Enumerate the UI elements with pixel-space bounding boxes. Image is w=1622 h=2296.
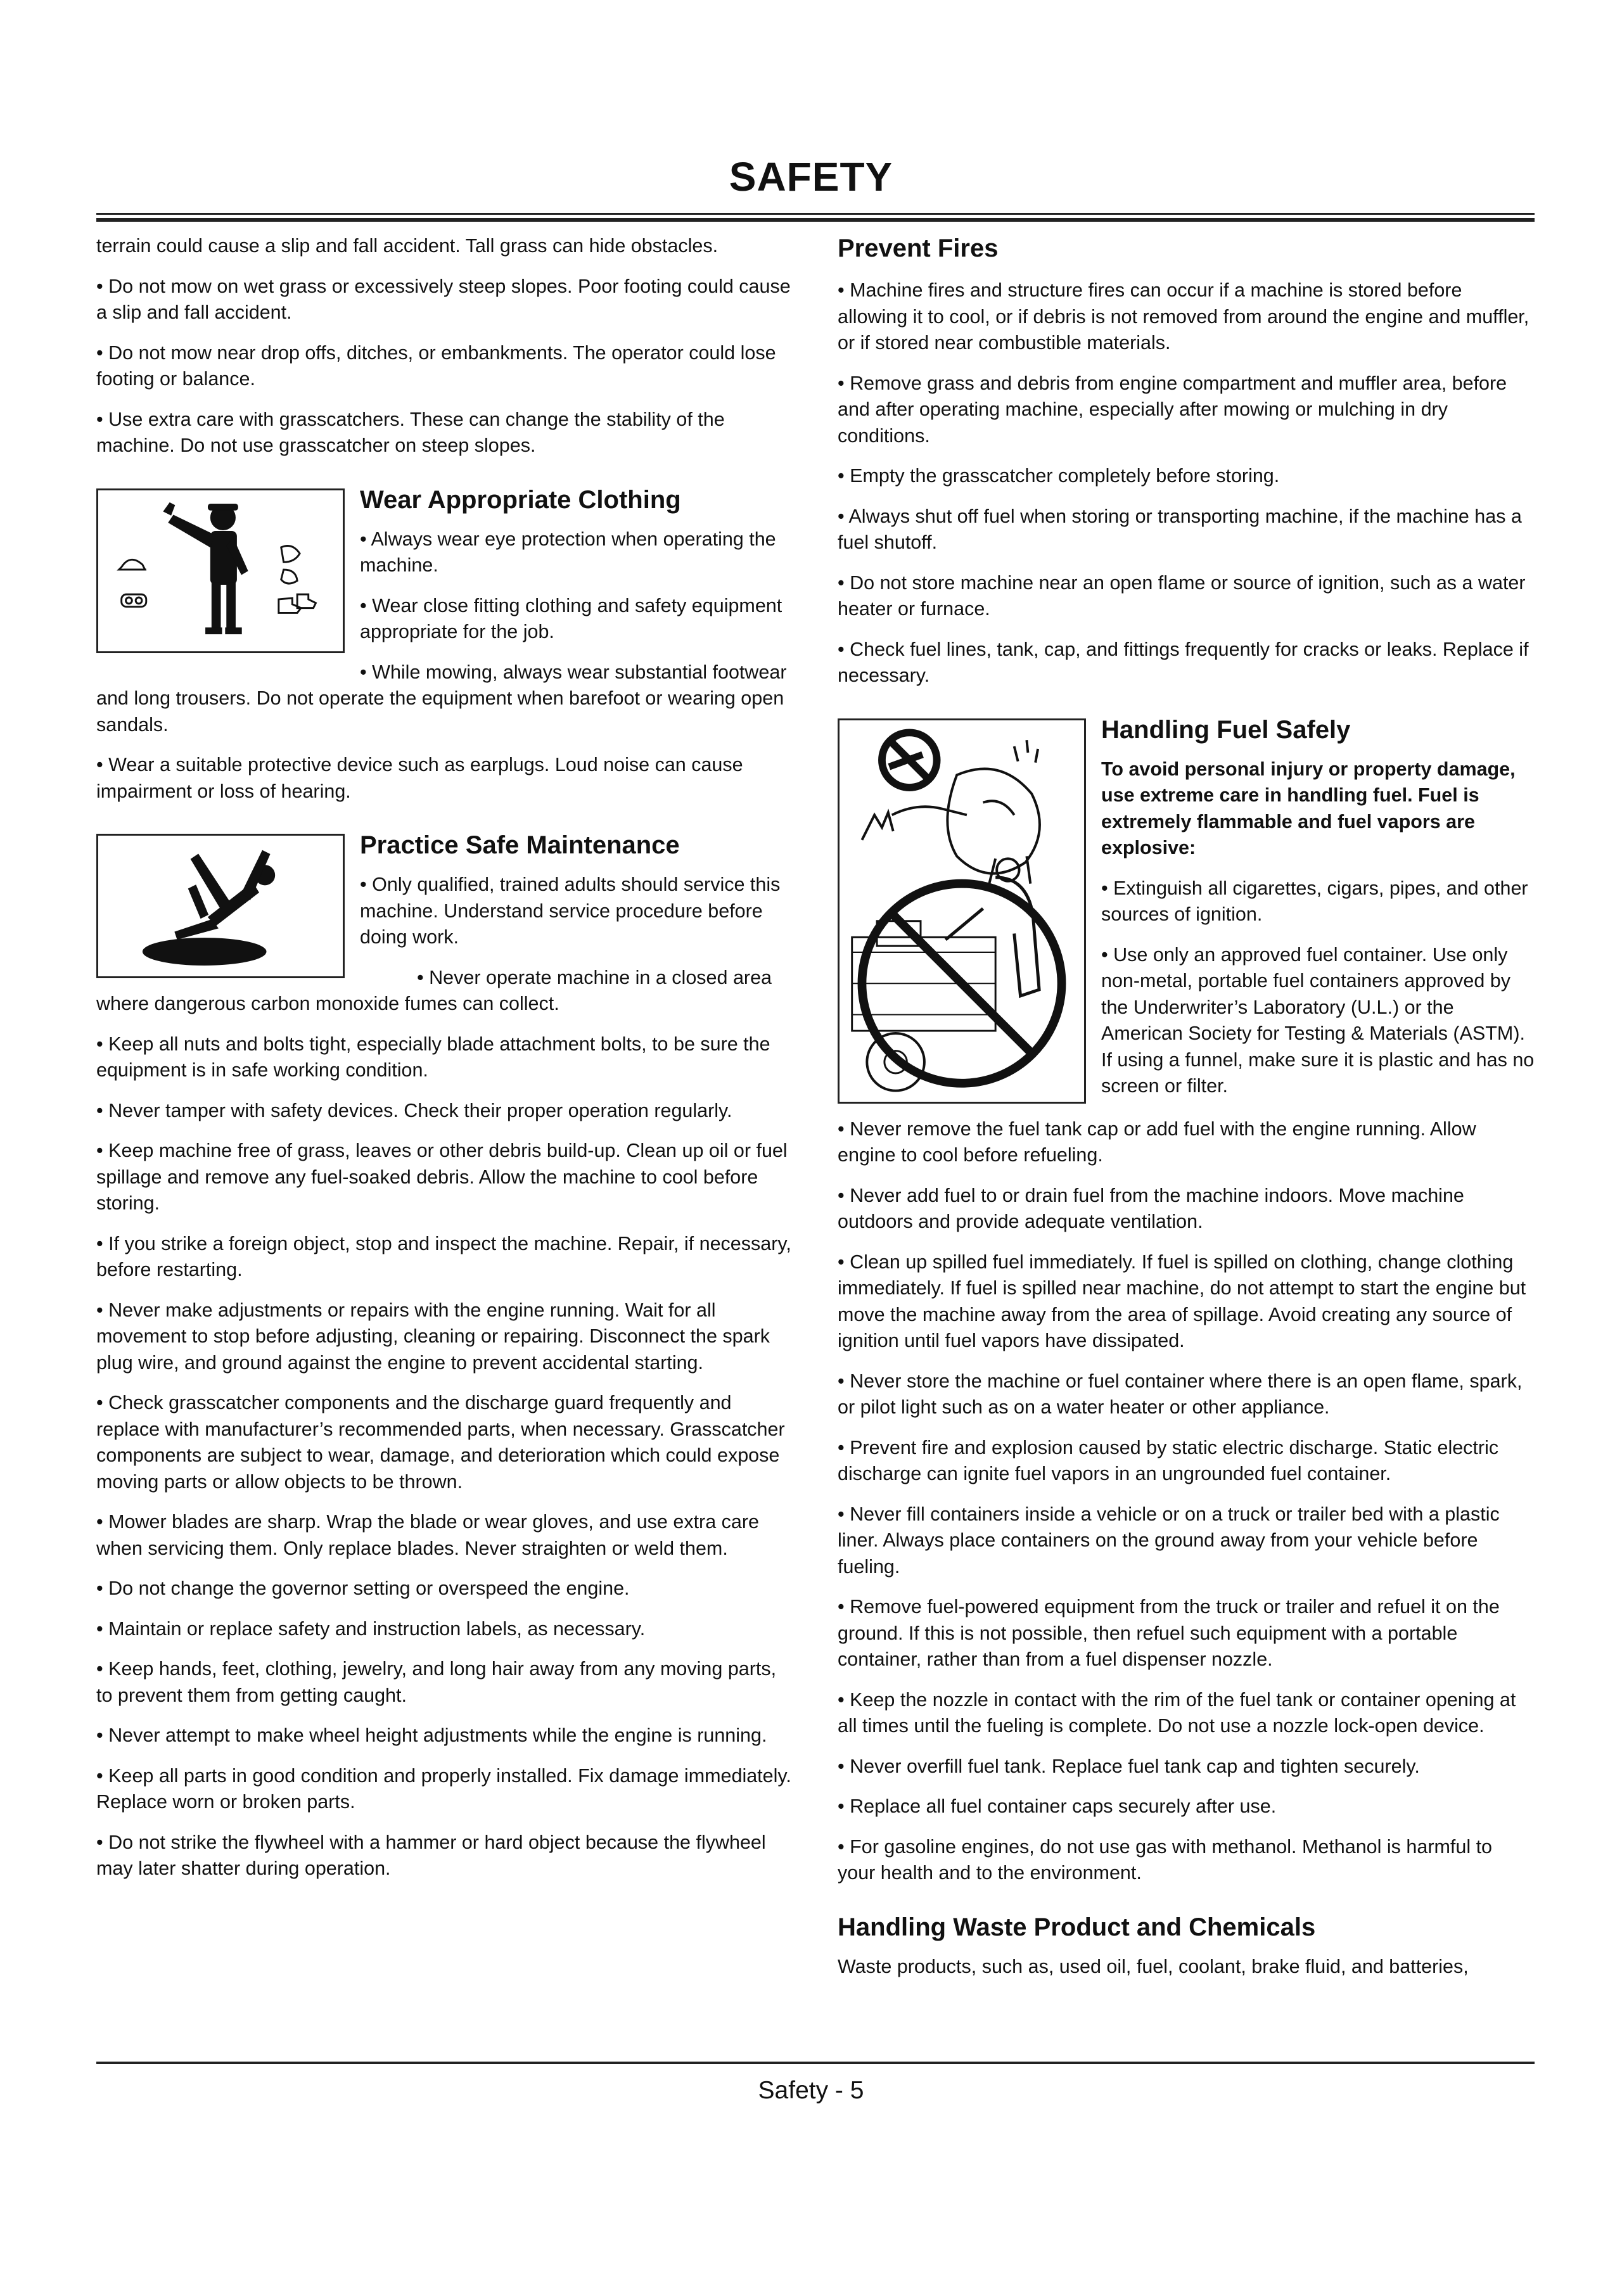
body-paragraph: • Use only an approved fuel container. Use only non-metal, portable fuel containers approved by the Underwriter’s Laboratory (U.L.) or the American Society for Testing & Materials (ASTM). If using a funnel, make sure it is plastic and has no screen or filter.	[1101, 943, 1535, 1097]
body-paragraph: • Never operate machine in a closed area where dangerous carbon monoxide fumes can collect.	[96, 966, 772, 1014]
body-paragraph: • Always wear eye protection when operating the machine.	[360, 528, 776, 576]
body-paragraph: terrain could cause a slip and fall accident. Tall grass can hide obstacles.	[96, 235, 718, 257]
page-number: Safety - 5	[758, 2077, 864, 2104]
body-paragraph: • Do not mow on wet grass or excessively steep slopes. Poor footing could cause a slip and fall accident.	[96, 275, 791, 323]
body-paragraph: • Keep machine free of grass, leaves or other debris build-up. Clean up oil or fuel spillage and remove any fuel-soaked debris. Allow the machine to cool before storing.	[96, 1140, 788, 1214]
body-paragraph: • Only qualified, trained adults should service this machine. Understand service procedure before doing work.	[360, 874, 781, 948]
body-paragraph: • Wear a suitable protective device such as earplugs. Loud noise can cause impairment or loss of hearing.	[96, 754, 743, 802]
body-paragraph: • Do not store machine near an open flame or source of ignition, such as a water heater or furnace.	[838, 571, 1526, 620]
body-paragraph: • Prevent fire and explosion caused by static electric discharge. Static electric discharge can ignite fuel vapors in an ungrounded fuel container.	[838, 1436, 1499, 1484]
page-title: SAFETY	[729, 154, 893, 200]
heading-prevent-fires: Prevent Fires	[838, 234, 999, 262]
body-paragraph: • Never overfill fuel tank. Replace fuel tank cap and tighten securely.	[838, 1755, 1420, 1777]
body-paragraph: • Never remove the fuel tank cap or add fuel with the engine running. Allow engine to cool before refueling.	[838, 1118, 1476, 1166]
body-paragraph: • Never fill containers inside a vehicle or on a truck or trailer bed with a plastic liner. Always place containers on the ground away from your vehicle before fueling.	[838, 1503, 1500, 1578]
body-paragraph: • Clean up spilled fuel immediately. If fuel is spilled on clothing, change clothing immediately. If fuel is spilled near machine, do not attempt to start the engine but move the machine away from the area of spillage. Avoid creating any source of ignition until fuel vapors have dissipated.	[838, 1251, 1526, 1351]
ear-protection-icon	[281, 545, 300, 584]
body-paragraph: • Never add fuel to or drain fuel from the machine indoors. Move machine outdoors and provide adequate ventilation.	[838, 1184, 1464, 1232]
body-paragraph: • Keep the nozzle in contact with the rim of the fuel tank or container opening at all times until the fueling is complete. Do not use a nozzle lock-open device.	[838, 1688, 1516, 1737]
body-paragraph: • Do not change the governor setting or overspeed the engine.	[96, 1578, 630, 1599]
body-paragraph: • Never attempt to make wheel height adjustments while the engine is running.	[96, 1725, 767, 1746]
body-paragraph: • Keep all parts in good condition and properly installed. Fix damage immediately. Replace worn or broken parts.	[96, 1764, 791, 1813]
right-column	[838, 233, 1535, 1994]
heading-handling-waste: Handling Waste Product and Chemicals	[838, 1913, 1316, 1941]
body-paragraph: • Keep all nuts and bolts tight, especially blade attachment bolts, to be sure the equipment is in safe working condition.	[96, 1033, 770, 1081]
goggles-icon	[122, 594, 146, 607]
body-paragraph: • Use extra care with grasscatchers. These can change the stability of the machine. Do not use grasscatcher on steep slopes.	[96, 408, 725, 456]
safety-boots-icon	[279, 594, 316, 613]
fuel-warning-text: To avoid personal injury or property damage, use extreme care in handling fuel. Fuel is extremely flammable and fuel vapors are explosive:	[1101, 758, 1516, 858]
body-paragraph: • Remove fuel-powered equipment from the truck or trailer and refuel it on the ground. If this is not possible, then refuel such equipment with a portable container, rather than from a fuel dispenser nozzle.	[838, 1596, 1500, 1670]
body-paragraph: • Always shut off fuel when storing or transporting machine, if the machine has a fuel shutoff.	[838, 505, 1522, 553]
body-paragraph: • Keep hands, feet, clothing, jewelry, and long hair away from any moving parts, to prevent them from getting caught.	[96, 1658, 777, 1706]
body-paragraph: • If you strike a foreign object, stop and inspect the machine. Repair, if necessary, before restarting.	[96, 1232, 791, 1280]
body-paragraph: • Remove grass and debris from engine compartment and muffler area, before and after operating machine, especially after mowing or mulching in dry conditions.	[838, 372, 1507, 447]
body-paragraph: • Wear close fitting clothing and safety equipment appropriate for the job.	[360, 594, 782, 642]
section-waste	[838, 1912, 1535, 1980]
body-paragraph: • Maintain or replace safety and instruction labels, as necessary.	[96, 1617, 646, 1640]
left-column	[96, 233, 793, 1896]
no-engine-running-refuel-icon	[852, 858, 1062, 1090]
body-paragraph: • Check fuel lines, tank, cap, and fittings frequently for cracks or leaks. Replace if necessary.	[838, 638, 1529, 686]
body-paragraph: • Machine fires and structure fires can occur if a machine is stored before allowing it to cool, or if debris is not removed from around the engine and muffler, or if stored near combustible materials.	[838, 279, 1529, 354]
footer-rule	[96, 2062, 1535, 2064]
body-paragraph: • Replace all fuel container caps securely after use.	[838, 1795, 1277, 1817]
body-paragraph: • Check grasscatcher components and the discharge guard frequently and replace with manufacturer’s recommended parts, when necessary. Grasscatcher components are subject to wear, damage, and deterioration which could expose moving parts or allow objects to be thrown.	[96, 1392, 785, 1493]
slipping-person-icon	[143, 850, 274, 965]
body-paragraph: • Extinguish all cigarettes, cigars, pipes, and other sources of ignition.	[1101, 877, 1528, 925]
header-rule-top	[96, 213, 1535, 215]
fuel-hazard-illustration	[838, 718, 1086, 1104]
body-paragraph: • Never store the machine or fuel container where there is an open flame, spark, or pilot light such as on a water heater or other appliance.	[838, 1370, 1523, 1418]
body-paragraph: • Do not mow near drop offs, ditches, or embankments. The operator could lose footing or balance.	[96, 341, 776, 390]
hard-hat-icon	[119, 559, 146, 570]
body-paragraph: • Never tamper with safety devices. Check their proper operation regularly.	[96, 1099, 732, 1121]
heading-handling-fuel-safely: Handling Fuel Safely	[1101, 715, 1351, 744]
refueling-hand-icon	[862, 740, 1039, 883]
body-paragraph: Waste products, such as, used oil, fuel, coolant, brake fluid, and batteries,	[838, 1955, 1469, 1977]
heading-practice-safe-maintenance: Practice Safe Maintenance	[360, 831, 680, 859]
body-paragraph: • While mowing, always wear substantial footwear and long trousers. Do not operate the equipment when barefoot or wearing open sandals.	[96, 661, 787, 736]
worker-figure-icon	[163, 502, 248, 634]
section-fuel	[838, 715, 1535, 1887]
heading-wear-appropriate-clothing: Wear Appropriate Clothing	[360, 485, 681, 514]
body-paragraph: • Mower blades are sharp. Wrap the blade or wear gloves, and use extra care when servicing them. Only replace blades. Never straighten or weld them.	[96, 1511, 759, 1559]
section-clothing	[96, 485, 793, 805]
slip-hazard-illustration	[96, 834, 345, 978]
protective-clothing-illustration	[96, 488, 345, 653]
body-paragraph: • Empty the grasscatcher completely before storing.	[838, 465, 1280, 487]
body-paragraph: • Never make adjustments or repairs with the engine running. Wait for all movement to stop before adjusting, cleaning or repairing. Disconnect the spark plug wire, and ground against the engine to prevent accidental starting.	[96, 1299, 770, 1374]
no-smoking-icon	[882, 732, 937, 788]
body-paragraph: • For gasoline engines, do not use gas with methanol. Methanol is harmful to your health and to the environment.	[838, 1835, 1493, 1884]
body-paragraph: • Do not strike the flywheel with a hammer or hard object because the flywheel may later shatter during operation.	[96, 1831, 766, 1879]
header-rule-bottom	[96, 218, 1535, 222]
section-maintenance	[96, 830, 793, 1882]
